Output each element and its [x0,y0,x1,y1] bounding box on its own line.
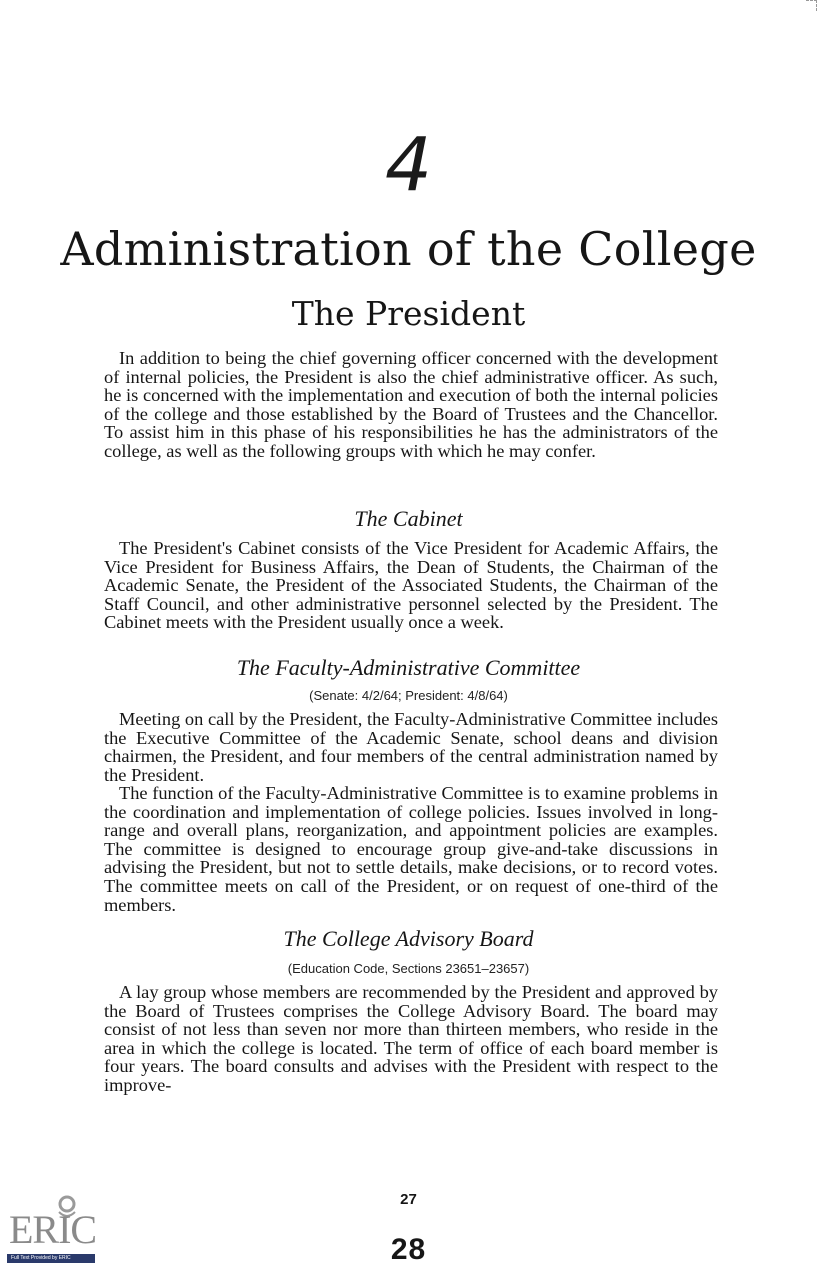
chapter-title: Administration of the College [60,222,757,276]
chapter-number: 4 [384,122,433,208]
paragraph-faculty-admin-2: The function of the Faculty-Administrative Committee is to examine problems in the coordination and implementation of college policies. Issues involved in long-range and overall plans, reorganization, and appointment policies are examples. The committee is designed to encourage group give-and-take discussions in advising the President, but not to settle details, make decisions, or to record votes. The committee meets on call of the President, or on request of one-third of the members. [104,783,718,915]
section-heading-president: The President [291,294,526,333]
crop-mark [806,0,817,11]
sheet-number: 28 [390,1233,427,1266]
eric-logo [3,1188,99,1272]
paragraph-president: In addition to being the chief governing officer concerned with the development of internal policies, the President is also the chief administrative officer. As such, he is concerned with the implementation and execution of both the internal policies of the college and those established by the Board of Trustees and the Chancellor. To assist him in this phase of his responsibilities he has the administrators of the college, as well as the following groups with which he may confer. [104,348,718,461]
eric-logo-text: ERIC [9,1207,97,1252]
section-heading-faculty-admin: The Faculty-Administrative Committee [236,655,581,680]
page-number: 27 [400,1191,417,1208]
citation-advisory: (Education Code, Sections 23651–23657) [287,961,530,976]
citation-faculty-admin: (Senate: 4/2/64; President: 4/8/64) [309,688,508,703]
eric-logo-tagline: Full Text Provided by ERIC [7,1254,95,1263]
section-heading-advisory: The College Advisory Board [283,926,534,951]
section-heading-cabinet: The Cabinet [354,506,463,531]
paragraph-cabinet: The President's Cabinet consists of the Vice President for Academic Affairs, the Vice President for Business Affairs, the Dean of Students, the Chairman of the Academic Senate, the President of the Associated Students, the Chairman of the Staff Council, and other administrative personnel selected by the President. The Cabinet meets with the President usually once a week. [104,538,718,633]
paragraph-advisory: A lay group whose members are recommended by the President and approved by the Board of Trustees comprises the College Advisory Board. The board may consist of not less than seven nor more than thirteen members, who reside in the area in which the college is located. The term of office of each board member is four years. The board consults and advises with the President with respect to the improve- [104,982,718,1095]
paragraph-faculty-admin-1: Meeting on call by the President, the Faculty-Administrative Committee includes the Executive Committee of the Academic Senate, school deans and division chairmen, the President, and four members of the central administration named by the President. [104,709,718,785]
